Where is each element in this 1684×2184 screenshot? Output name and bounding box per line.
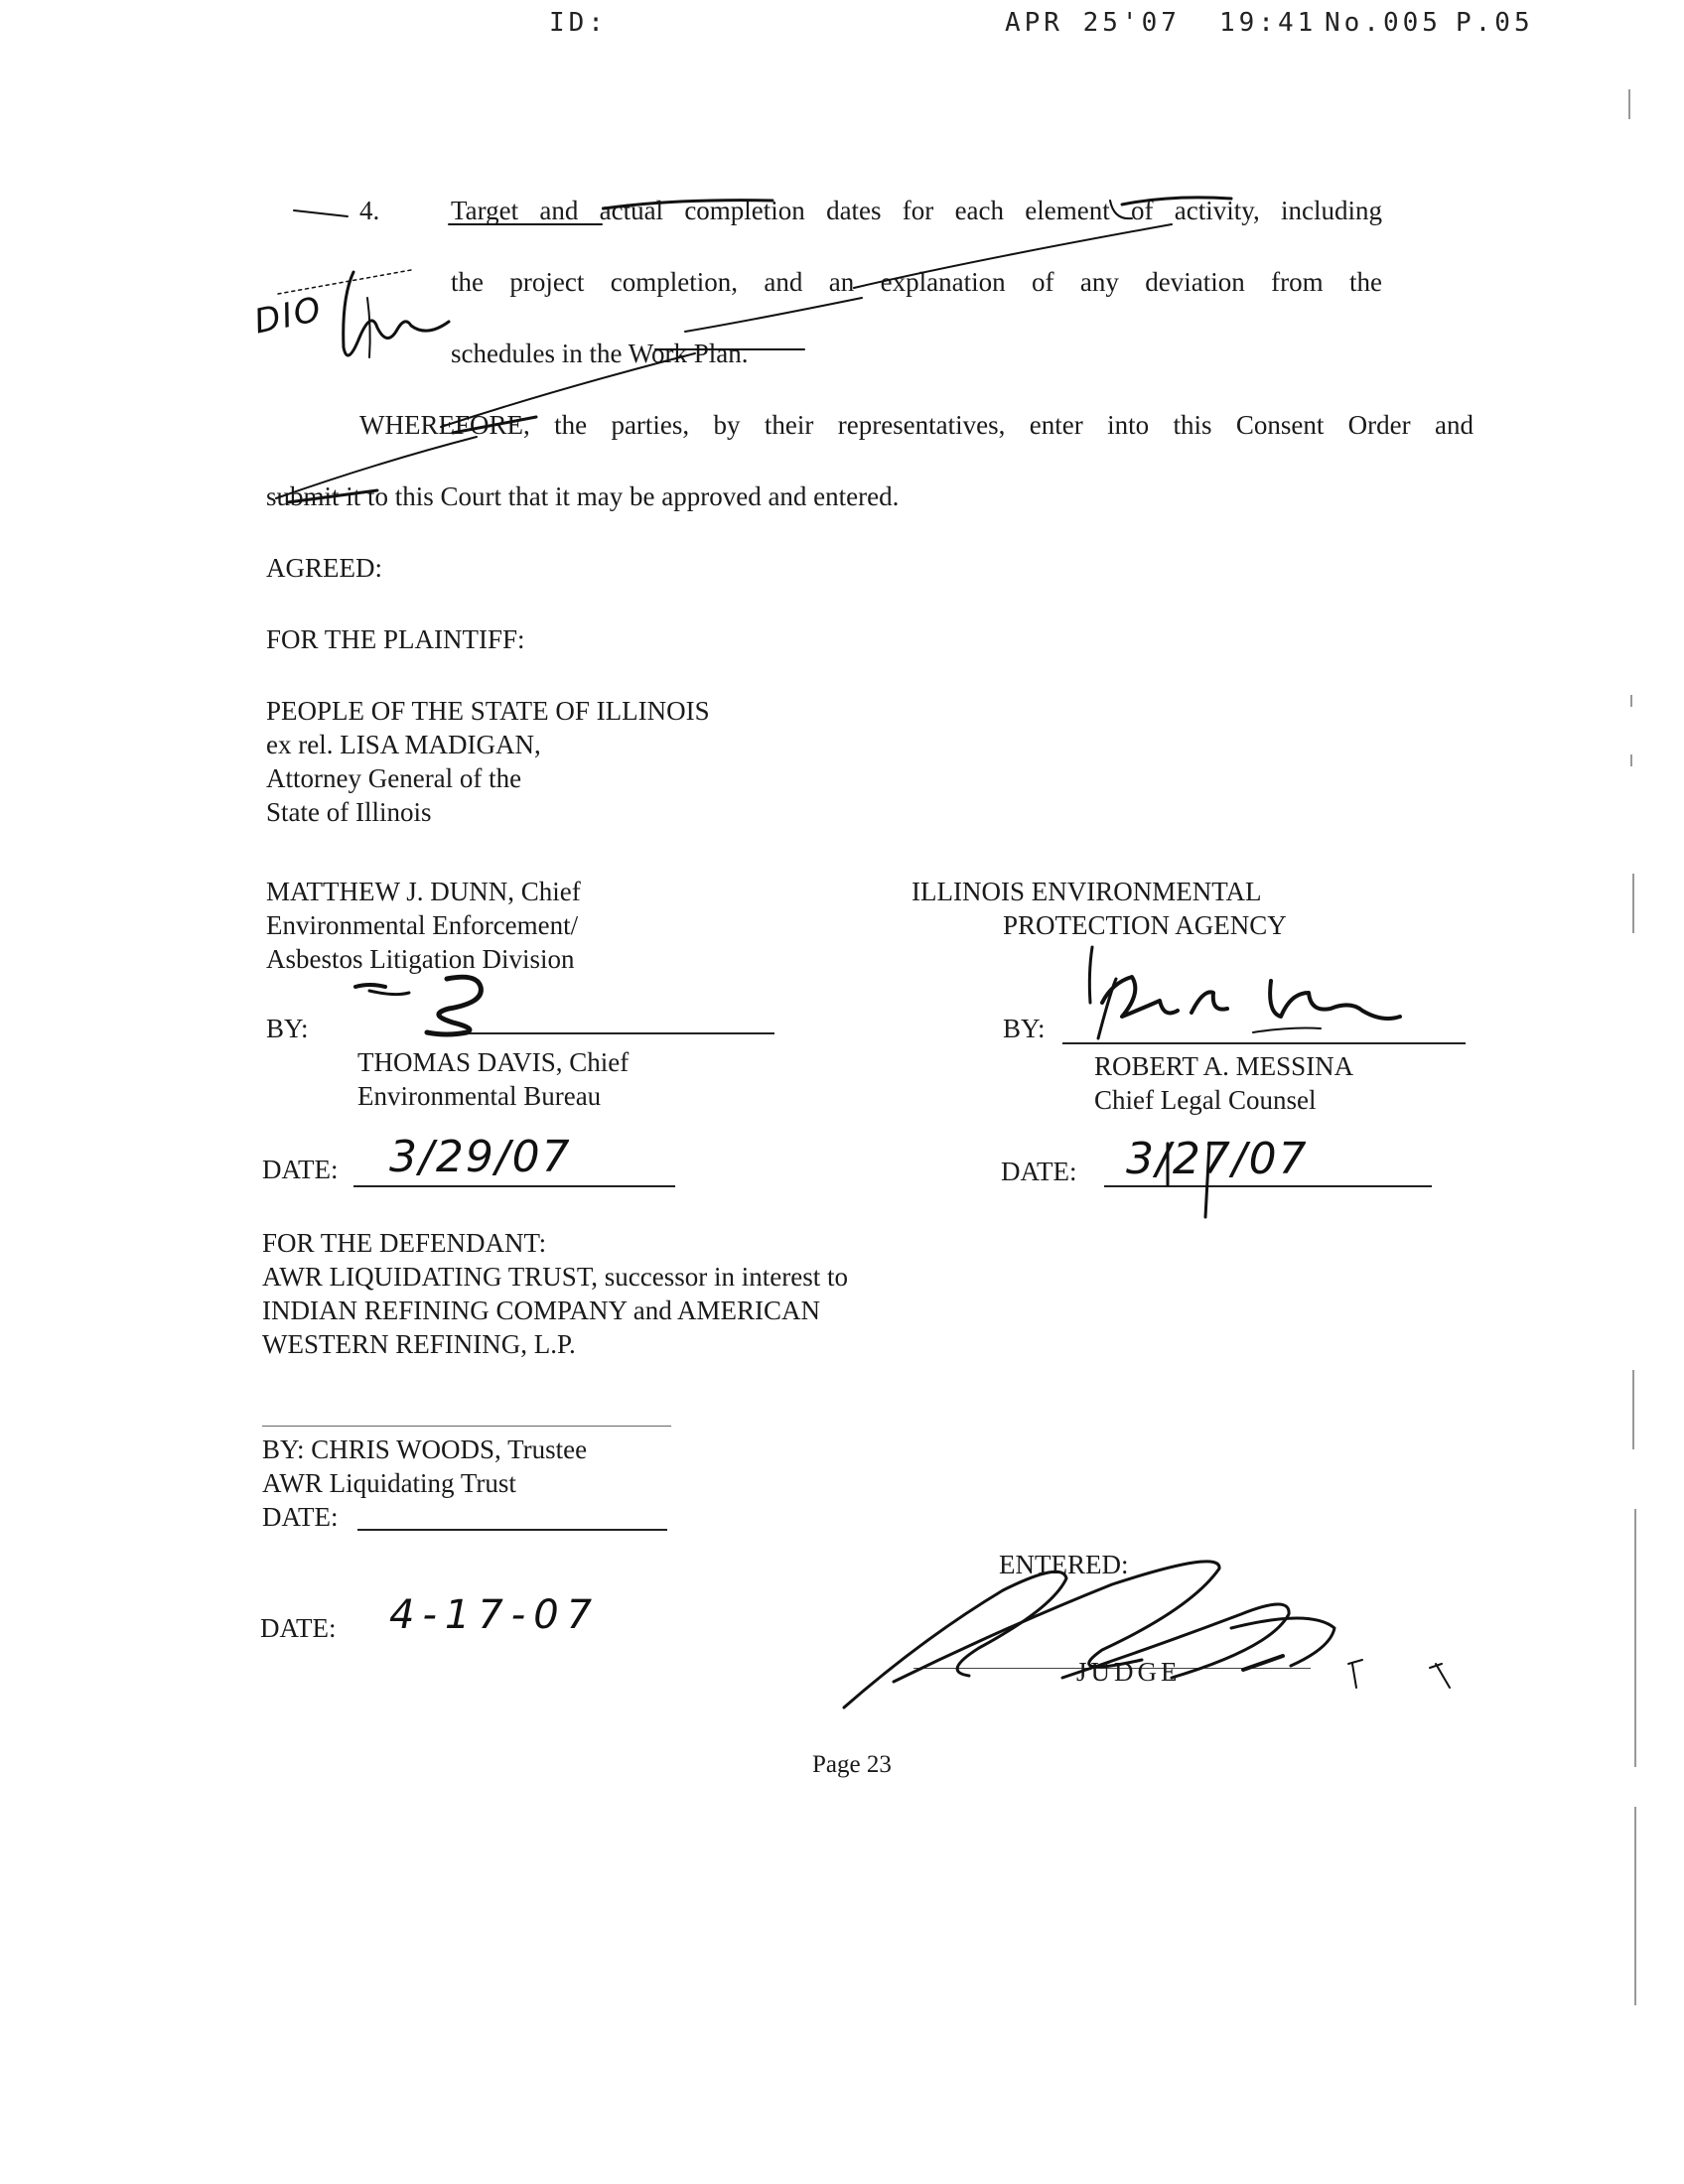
initials-scribble [367,298,370,357]
defendant-line1: AWR LIQUIDATING TRUST, successor in interest to [262,1262,848,1292]
page-number: Page 23 [812,1751,892,1778]
defendant-trust: AWR Liquidating Trust [262,1468,516,1498]
defendant-date-label: DATE: [262,1502,339,1532]
entered-label: ENTERED: [999,1550,1129,1579]
plaintiff-signer-title: Environmental Bureau [357,1081,602,1111]
scan-speck [1632,874,1634,933]
judge-signature-stroke [1352,1664,1356,1688]
agency-signer-title: Chief Legal Counsel [1094,1085,1317,1115]
plaintiff-date-line [353,1185,675,1187]
defendant-signature-line [262,1426,671,1427]
item4-line2: the project completion, and an explanation of any deviation from the [451,267,1382,297]
agreed-label: AGREED: [266,553,382,583]
signature-stroke [1253,1028,1321,1033]
dash-stroke [294,210,348,216]
initials-scribble [278,270,411,294]
scan-speck [1628,89,1630,119]
scan-speck [1632,1370,1634,1449]
handwritten-initials: DIO [250,289,327,342]
signature-stroke [369,991,409,995]
division-line: MATTHEW J. DUNN, Chief [266,877,581,906]
judge-signature-stroke [1436,1664,1450,1688]
fax-date: APR 25'07 [1005,8,1181,38]
defendant-heading: FOR THE DEFENDANT: [262,1228,547,1258]
plaintiff-by-label: BY: [266,1014,309,1043]
initials-scribble [344,272,449,355]
plaintiff-signer-name: THOMAS DAVIS, Chief [357,1047,630,1077]
defendant-line3: WESTERN REFINING, L.P. [262,1329,576,1359]
plaintiff-signature-line [437,1032,774,1034]
signature-stroke [1270,981,1400,1019]
division-line: Environmental Enforcement/ [266,910,579,940]
signature-stroke [427,977,481,1034]
agency-signer-name: ROBERT A. MESSINA [1094,1051,1354,1081]
fax-time: 19:41 [1219,8,1318,38]
signature-stroke [1089,947,1092,1003]
agency-by-label: BY: [1003,1014,1046,1043]
wherefore-line2: submit it to this Court that it may be approved and entered. [266,481,900,511]
plaintiff-line: State of Illinois [266,797,432,827]
plaintiff-date-label: DATE: [262,1155,339,1184]
wherefore-line1: WHEREFORE, the parties, by their representatives, enter into this Consent Order and [359,410,1474,440]
defendant-extra-date-label: DATE: [260,1613,337,1643]
judge-signature-stroke [1430,1664,1442,1668]
agency-date-value: 3/27/07 [1126,1134,1309,1184]
plaintiff-date-value: 3/29/07 [389,1132,572,1182]
defendant-extra-date-value: 4-17-07 [389,1592,601,1638]
judge-label: JUDGE [1076,1657,1182,1687]
fax-page: P.05 [1456,8,1534,38]
agency-name-line2: PROTECTION AGENCY [1003,910,1287,940]
item4-line3: schedules in the Work Plan. [451,339,749,368]
agency-date-line [1104,1185,1432,1187]
defendant-date-line [357,1529,667,1531]
agency-date-label: DATE: [1001,1157,1077,1186]
plaintiff-line: PEOPLE OF THE STATE OF ILLINOIS [266,696,710,726]
scan-speck [1630,695,1632,707]
item-number: 4. [359,196,380,225]
scan-speck [1634,1509,1636,1767]
plaintiff-line: ex rel. LISA MADIGAN, [266,730,541,759]
plaintiff-heading: FOR THE PLAINTIFF: [266,624,525,654]
scan-speck [1630,754,1632,766]
agency-name-line1: ILLINOIS ENVIRONMENTAL [912,877,1262,906]
judge-signature-stroke [1348,1660,1362,1664]
defendant-by-line: BY: CHRIS WOODS, Trustee [262,1434,588,1464]
item4-line1: Target and actual completion dates for each element of activity, including [451,196,1382,225]
scan-speck [1634,1807,1636,2005]
signature-stroke [1192,992,1227,1013]
diagonal-stroke [685,298,862,332]
signature-stroke [355,985,385,987]
fax-id: ID: [549,8,608,38]
judge-signature-stroke [1231,1618,1334,1666]
division-line: Asbestos Litigation Division [266,944,575,974]
judge-signature-stroke [844,1571,1066,1707]
defendant-line2: INDIAN REFINING COMPANY and AMERICAN [262,1296,821,1325]
signature-stroke [1102,977,1178,1017]
plaintiff-line: Attorney General of the [266,763,522,793]
signature-stroke [1098,979,1116,1038]
fax-number: No.005 [1325,8,1442,38]
agency-signature-line [1062,1042,1466,1044]
